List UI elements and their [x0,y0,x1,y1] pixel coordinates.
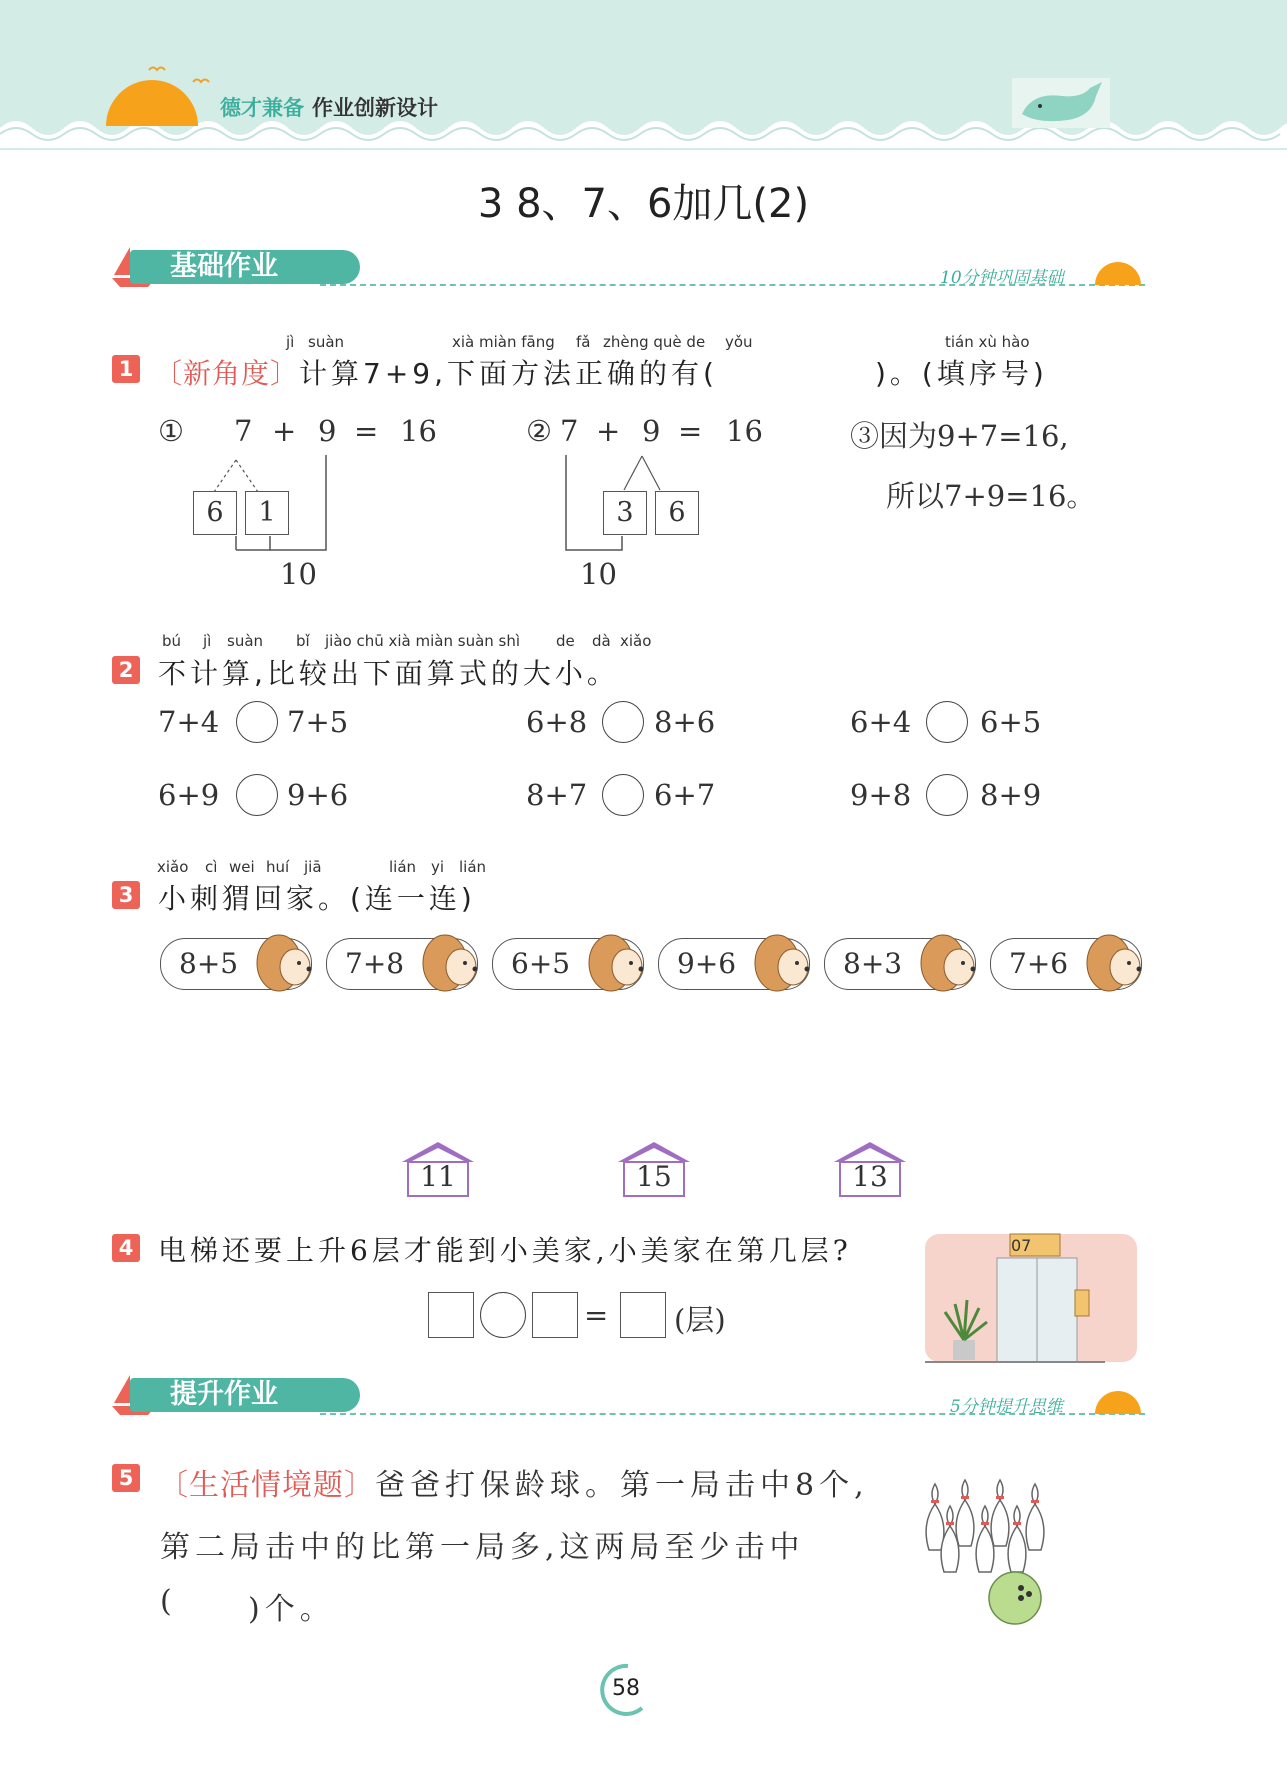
hedgehog-icon [587,925,649,1001]
hedgehog-icon [421,925,483,1001]
option-3-line: ③因为9+7=16, [850,419,1069,453]
pinyin: lián [459,858,487,876]
answer-operator-circle[interactable] [480,1292,526,1338]
operand: 7 [560,414,579,448]
ten-label: 10 [280,557,317,591]
pinyin: jiā [304,858,322,876]
equals: = [678,414,703,448]
pinyin: fǎ [576,333,591,351]
page-number: 58 [612,1676,640,1701]
answer-box[interactable] [428,1292,474,1338]
compare-circle[interactable] [926,774,968,816]
house-number[interactable]: 13 [852,1160,888,1193]
question-3-text: 小刺猬回家。(连一连) [158,882,476,915]
compare-right: 6+5 [980,705,1042,739]
pinyin: yǒu [725,333,753,351]
question-1-stem: 计算7+9,下面方法正确的有( [299,357,718,390]
sun-small-icon [1095,1391,1141,1414]
compare-right: 8+6 [654,705,716,739]
pinyin: de [556,632,575,650]
pinyin: yi [431,858,445,876]
option-marker: ① [158,414,184,448]
compare-left: 7+4 [158,705,220,739]
split-box: 3 [603,491,647,535]
pinyin: jì [286,333,295,351]
hedgehog-expression: 8+5 [179,947,239,980]
section-advanced-time: 5分钟提升思维 [950,1397,1063,1417]
pinyin: jì [203,632,212,650]
question-5-open-paren: ( [160,1584,177,1619]
question-5-line2: 第二局击中的比第一局多,这两局至少击中 [160,1530,805,1565]
hedgehog-expression: 9+6 [677,947,737,980]
hedgehog-expression: 7+6 [1009,947,1069,980]
question-5-stem: 爸爸打保龄球。第一局击中8个, [375,1468,869,1503]
question-number: 4 [112,1234,140,1262]
elevator-display: 07 [1011,1236,1032,1255]
bowling-illustration [905,1470,1075,1630]
pinyin: bǐ [296,632,310,650]
question-tag: 〔新角度〕 [154,357,300,390]
question-1-stem-end: )。(填序号) [875,357,1048,390]
compare-circle[interactable] [236,701,278,743]
compare-left: 6+8 [526,705,588,739]
option-marker: ② [526,414,552,448]
question-4-text: 电梯还要上升6层才能到小美家,小美家在第几层? [158,1234,852,1267]
hedgehog-expression: 7+8 [345,947,405,980]
operator: + [596,414,621,448]
operand: 7 [234,414,253,448]
pinyin: tián xù hào [945,333,1030,351]
answer-box[interactable] [532,1292,578,1338]
question-number: 3 [112,881,140,909]
equals: = [584,1298,609,1332]
result: 16 [726,414,763,448]
split-box: 6 [193,491,237,535]
compare-left: 8+7 [526,778,588,812]
pinyin: cì [205,858,218,876]
compare-left: 6+9 [158,778,220,812]
compare-left: 6+4 [850,705,912,739]
house-number[interactable]: 15 [636,1160,672,1193]
pinyin: xià miàn fāng [452,333,555,351]
question-5-line1 [158,1460,869,1504]
brand-sub: 作业创新设计 [312,96,438,120]
compare-right: 6+7 [654,778,716,812]
equals: = [354,414,379,448]
hedgehog-icon [1085,925,1147,1001]
pinyin: zhèng què de [603,333,706,351]
pinyin: xiǎo [157,858,189,876]
pinyin: wei [229,858,255,876]
question-tag: 〔生活情境题〕 [158,1468,375,1503]
hedgehog-expression: 8+3 [843,947,903,980]
unit-label: (层) [674,1303,726,1337]
section-advanced-label: 提升作业 [130,1378,360,1412]
answer-blank[interactable] [185,1584,245,1620]
compare-circle[interactable] [602,701,644,743]
section-basic-time: 10分钟巩固基础 [940,268,1064,288]
pinyin: xiǎo [620,632,652,650]
option-3-line: 所以7+9=16。 [886,479,1096,513]
compare-circle[interactable] [926,701,968,743]
result: 16 [400,414,437,448]
sun-small-icon [1095,262,1141,285]
page-title: 3 8、7、6加几(2) [477,181,810,227]
split-box: 1 [245,491,289,535]
split-box: 6 [655,491,699,535]
compare-circle[interactable] [602,774,644,816]
compare-right: 7+5 [287,705,349,739]
compare-circle[interactable] [236,774,278,816]
house-number[interactable]: 11 [420,1160,456,1193]
question-number: 1 [112,355,140,383]
compare-left: 9+8 [850,778,912,812]
ten-label: 10 [580,557,617,591]
whale-icon [1012,74,1112,130]
operator: + [272,414,297,448]
pinyin: suàn [308,333,345,351]
question-number: 2 [112,656,140,684]
answer-box[interactable] [620,1292,666,1338]
hedgehog-icon [919,925,981,1001]
pinyin: dà [592,632,611,650]
hedgehog-icon [255,925,317,1001]
question-2-text: 不计算,比较出下面算式的大小。 [158,657,619,690]
compare-right: 9+6 [287,778,349,812]
pinyin: bú [162,632,182,650]
question-number: 5 [112,1464,140,1492]
pinyin: huí [266,858,290,876]
birds-icon [145,60,215,90]
pinyin: suàn [227,632,264,650]
question-1-text [154,352,718,392]
hedgehog-expression: 6+5 [511,947,571,980]
brand-main: 德才兼备 [220,96,304,120]
answer-blank[interactable] [735,352,875,388]
operand: 9 [642,414,661,448]
pinyin: lián [389,858,417,876]
compare-right: 8+9 [980,778,1042,812]
pinyin: jiào chū xià miàn suàn shì [325,632,521,650]
operand: 9 [318,414,337,448]
hedgehog-icon [753,925,815,1001]
question-5-line3: )个。 [248,1592,335,1627]
section-basic-label: 基础作业 [130,250,360,284]
